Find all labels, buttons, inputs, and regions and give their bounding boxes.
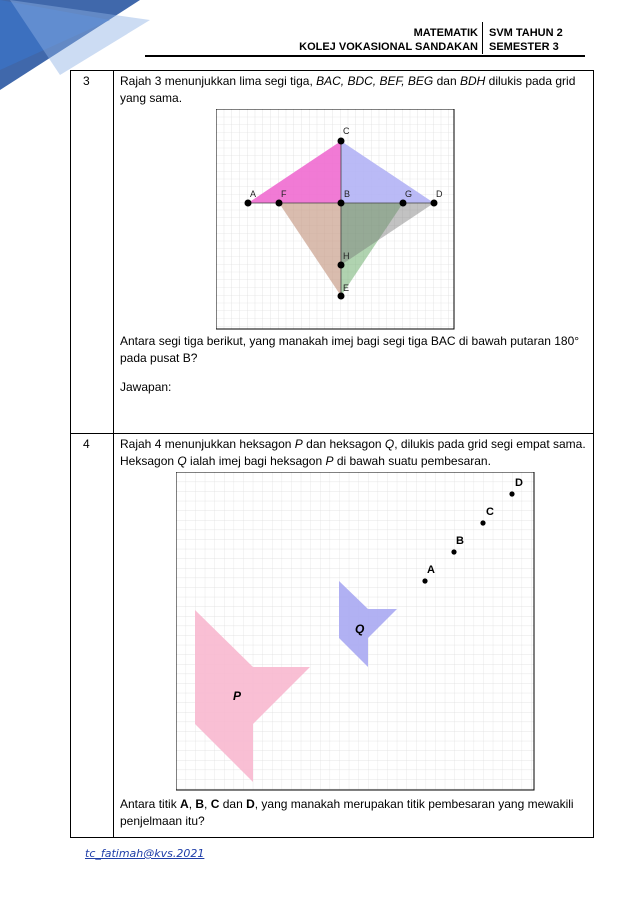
label-q: Q <box>355 622 365 636</box>
q3-triangle-bdh: BDH <box>459 74 486 88</box>
label-g: G <box>405 189 413 199</box>
q4-hex-p-ref: P <box>294 437 303 451</box>
label-point-c: C <box>486 506 494 518</box>
label-c: C <box>343 126 350 136</box>
label-f: F <box>281 189 287 199</box>
label-point-b: B <box>456 535 464 547</box>
q3-triangle-names: BAC, BDC, BEF, BEG <box>316 74 434 88</box>
point-a <box>245 200 252 207</box>
label-d: D <box>436 189 443 199</box>
q3-figure <box>120 107 587 333</box>
q4-hex-q-ref2: Q <box>177 454 187 468</box>
q3-intro-end: dilukis pada grid yang sama. <box>120 74 576 105</box>
q4-line2-mid: ialah imej bagi heksagon <box>186 454 326 468</box>
point-e <box>338 293 345 300</box>
q4-line1 <box>120 436 587 453</box>
label-h: H <box>343 251 350 261</box>
q3-intro-dan: dan <box>433 74 460 88</box>
point-a <box>422 578 427 583</box>
label-point-a: A <box>427 564 435 576</box>
q4-line1-text: Rajah 4 menunjukkan heksagon <box>120 437 295 451</box>
header-semester: SEMESTER 3 <box>489 41 559 53</box>
question-body <box>114 434 594 838</box>
q4-line2-end: di bawah suatu pembesaran. <box>333 454 491 468</box>
question-row-4 <box>71 434 594 838</box>
label-a: A <box>250 189 257 199</box>
q4-option-c: C <box>210 797 220 811</box>
question-row-3 <box>71 71 594 434</box>
q3-question: Antara segi tiga berikut, yang manakah imej bagi segi tiga BAC di bawah putaran 180° pada pusat B? <box>120 334 580 365</box>
label-e: E <box>343 283 350 293</box>
q4-line2-text: Heksagon <box>120 454 178 468</box>
q4-option-a: A <box>180 797 189 811</box>
point-b <box>338 200 345 207</box>
header-college: KOLEJ VOKASIONAL SANDAKAN <box>299 41 478 53</box>
q3-answer-label: Jawapan: <box>120 380 172 394</box>
point-f <box>276 200 283 207</box>
q3-intro-text: Rajah 3 menunjukkan lima segi tiga, <box>120 74 317 88</box>
q4-question-end: , yang manakah merupakan titik pembesaran yang mewakili penjelmaan itu? <box>120 797 574 828</box>
point-h <box>338 262 345 269</box>
point-d <box>431 200 438 207</box>
question-body <box>114 71 594 434</box>
q4-sep1: , <box>188 797 196 811</box>
point-b <box>451 549 456 554</box>
q4-line1-end: , dilukis pada grid segi empat sama. <box>394 437 586 451</box>
q4-hex-q-ref: Q <box>384 437 395 451</box>
footer-email: tc_fatimah@kvs.2021 <box>85 847 205 860</box>
label-p: P <box>233 689 242 703</box>
header-left <box>299 26 478 54</box>
point-c <box>480 520 485 525</box>
point-g <box>400 200 407 207</box>
header-subject: MATEMATIK <box>413 27 478 39</box>
q4-sep2: , <box>204 797 211 811</box>
question-number: 3 <box>71 71 114 434</box>
q3-grid-diagram <box>216 109 456 331</box>
header-divider <box>482 22 483 54</box>
header-rule <box>145 55 585 57</box>
q4-figure <box>120 470 587 796</box>
q4-grid-diagram <box>176 472 536 794</box>
point-c <box>338 138 345 145</box>
header-year: SVM TAHUN 2 <box>489 27 563 39</box>
q4-hex-p-ref2: P <box>325 454 334 468</box>
q4-option-d: D <box>246 797 255 811</box>
q4-question <box>120 796 587 830</box>
question-table <box>70 70 594 838</box>
q3-intro <box>120 73 587 107</box>
question-number: 4 <box>71 434 114 838</box>
q4-option-b: B <box>195 797 205 811</box>
q4-question-text: Antara titik <box>120 797 181 811</box>
label-b: B <box>344 189 351 199</box>
q4-line2 <box>120 453 587 470</box>
q4-line1-mid: dan heksagon <box>302 437 385 451</box>
point-d <box>509 491 514 496</box>
header-right <box>489 26 563 54</box>
q4-dan: dan <box>219 797 247 811</box>
label-point-d: D <box>515 477 523 489</box>
